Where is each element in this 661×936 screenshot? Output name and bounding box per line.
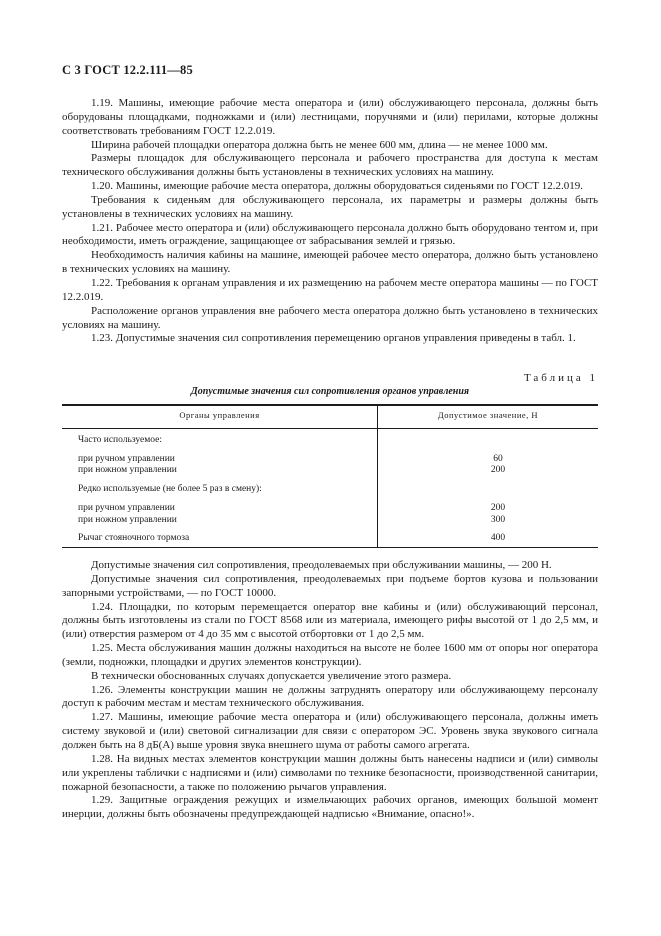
force-table: [62, 404, 598, 548]
paragraph: 1.23. Допустимые значения сил сопротивления перемещению органов управления приведены в табл. 1.: [91, 332, 576, 345]
paragraph: В технически обоснованных случаях допускается увеличение этого размера.: [91, 669, 452, 682]
table-row-label: при ручном управлении: [78, 503, 175, 513]
paragraph: 1.22. Требования к органам управления и их размещению на рабочем месте оператора машины — по ГОСТ 12.2.019.: [62, 276, 598, 303]
paragraph: 1.21. Рабочее место оператора и (или) обслуживающего персонала должно быть оборудовано тентом и, при необходимости, иметь ограждение, защищающее от забрасывания землей и грязью.: [62, 221, 598, 248]
table-row-label: при ножном управлении: [78, 465, 177, 475]
paragraph: Размеры площадок для обслуживающего персонала и рабочего пространства для доступа к местам технического обслуживания должны быть установлены в технических условиях на машину.: [62, 152, 598, 179]
table-bottom-rule: [62, 547, 598, 548]
table-row-value: 300: [490, 515, 506, 525]
paragraph: Допустимые значения сил сопротивления, преодолеваемых при обслуживании машины, — 200 Н.: [91, 559, 552, 571]
table-header-rule: [62, 428, 598, 429]
paragraph: 1.26. Элементы конструкции машин не должны затруднять оператору или обслуживающему персоналу доступ к рабочим местам и местам технического обслуживания.: [62, 683, 598, 710]
table-row-label: при ножном управлении: [78, 515, 177, 525]
table-title: Допустимые значения сил сопротивления органов управления: [190, 386, 470, 397]
page-header: С 3 ГОСТ 12.2.111—85: [62, 63, 193, 77]
paragraph: Расположение органов управления вне рабочего места оператора должно быть установлено в технических условиях на машину.: [62, 304, 598, 331]
table-label: Таблица 1: [523, 372, 598, 384]
paragraph: 1.19. Машины, имеющие рабочие места оператора и (или) обслуживающего персонала, должны быть оборудованы площадками, подножками и (или) лестницами, поручнями и (или) перилами, которые должны соответствовать требованиям ГОСТ 12.2.019.: [62, 97, 598, 137]
paragraph: 1.29. Защитные ограждения режущих и измельчающих рабочих органов, имеющих большой момент инерции, должны быть обозначены предупреждающей надписью «Внимание, опасно!».: [62, 794, 598, 821]
table-header-controls: Органы управления: [179, 410, 260, 420]
table-row-label: Редко используемые (не более 5 раз в смену):: [78, 484, 262, 494]
table-row-label: Рычаг стояночного тормоза: [78, 533, 190, 543]
paragraph: 1.25. Места обслуживания машин должны находиться на высоте не более 1600 мм от опоры ног оператора (земли, подножки, площадки и других элементов конструкции).: [62, 642, 598, 668]
table-column-divider: [377, 404, 378, 548]
table-top-rule: [62, 404, 598, 406]
table-row-label: Часто используемое:: [78, 435, 162, 445]
paragraph: 1.27. Машины, имеющие рабочие места оператора и (или) обслуживающего персонала, должны иметь систему звуковой и (или) световой сигнализации для связи с оператором ЭС. Уровень звука звукового сигнала должен быть на 8 дБ(А) выше уровня звука внешнего шума от работы самого агрегата.: [62, 711, 598, 751]
table-row-value: 200: [490, 503, 506, 513]
paragraph: Ширина рабочей площадки оператора должна быть не менее 600 мм, длина — не менее 1000 мм.: [91, 138, 548, 151]
table-row-value: 400: [490, 533, 506, 543]
table-row-label: при ручном управлении: [78, 454, 175, 464]
body-text-bottom: [62, 559, 598, 822]
table-header-value: Допустимое значение, Н: [437, 410, 539, 420]
paragraph: Требования к сиденьям для обслуживающего персонала, их параметры и размеры должны быть установлены в технических условиях на машину.: [62, 193, 598, 220]
paragraph: Необходимость наличия кабины на машине, имеющей рабочее место оператора, должно быть установлено в технических условиях на машину.: [62, 249, 598, 276]
paragraph: 1.24. Площадки, по которым перемещается оператор вне кабины и (или) обслуживающий персонал, должны быть изготовлены из стали по ГОСТ 8568 или из материала, имеющего рифы высотой от 1 до 2,5 мм, и (или) отверстия размером от 4 до 35 мм с высотой отбортовки от 1 до 2,5 мм.: [62, 600, 598, 641]
paragraph: Допустимые значения сил сопротивления, преодолеваемых при подъеме бортов кузова и пользовании запорными устройствами, — по ГОСТ 10000.: [62, 572, 598, 599]
table-row-value: 60: [493, 454, 503, 464]
paragraph: 1.20. Машины, имеющие рабочие места оператора, должны оборудоваться сиденьями по ГОСТ 12.2.019.: [91, 180, 583, 193]
table-row-value: 200: [490, 465, 506, 475]
body-text-top: [62, 97, 598, 346]
paragraph: 1.28. На видных местах элементов конструкции машин должны быть нанесены надписи и (или) символы или укреплены таблички с надписями и (или) символами по технике безопасности, производственной санитарии, пожарной безопасности, а также по положению рычагов управления.: [62, 752, 598, 793]
